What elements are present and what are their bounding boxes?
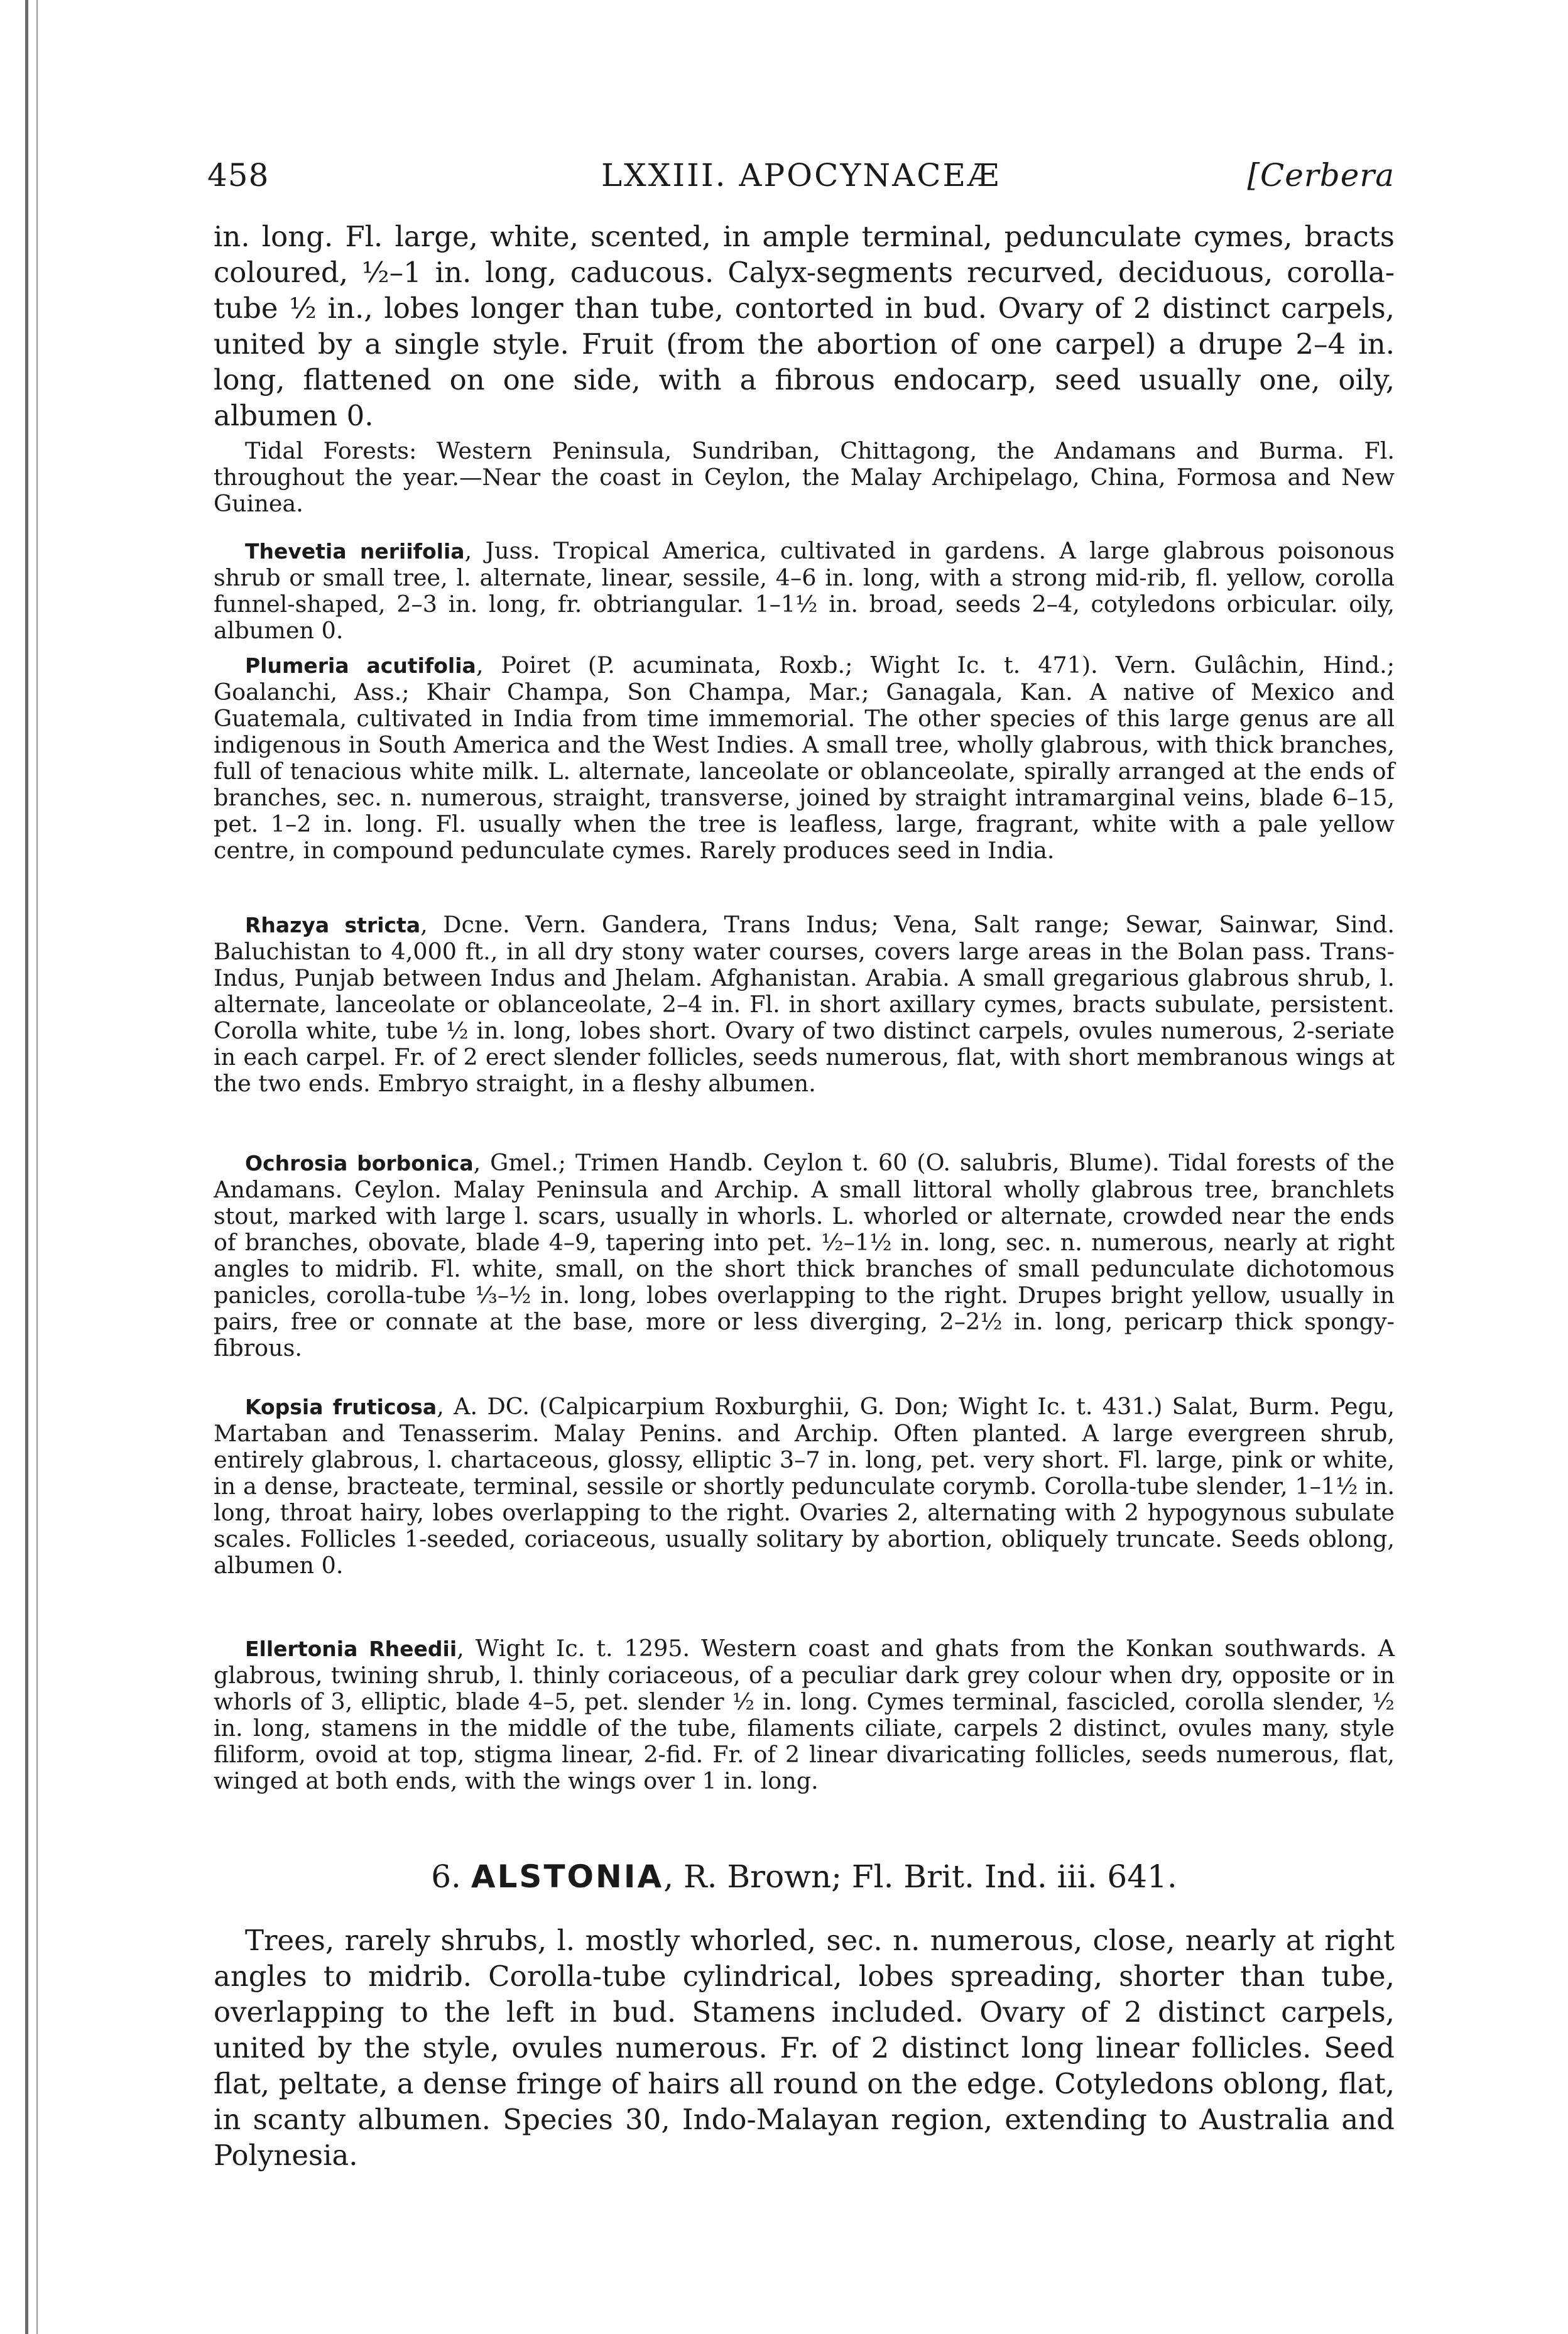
genus-citation: , R. Brown; Fl. Brit. Ind. iii. 641. — [663, 1858, 1177, 1895]
species-text: , A. DC. (Calpicarpium Roxburghii, G. Don; Wight Ic. t. 431.) Salat, Burm. Pegu, Martaban and Tenasserim. Malay Penins. and Archip. Often planted. A large evergreen shrub, entirely glabrous, l. chartaceous, glossy, elliptic 3–7 in. long, pet. very short. Fl. large, pink or white, in a dense, bracteate, terminal, sessile or shortly pedunculate corymb. Corolla-tube slender, 1–1½ in. long, throat hairy, lobes overlapping to the right. Ovaries 2, alternating with 2 hypogynous subulate scales. Follicles 1-seeded, coriaceous, usually solitary by abortion, obliquely truncate. Seeds oblong, albumen 0. — [214, 1393, 1395, 1579]
species-name: Rhazya stricta — [245, 913, 421, 937]
genus-heading — [214, 1858, 1395, 1895]
chapter-title: LXXIII. APOCYNACEÆ — [601, 157, 1001, 194]
distribution-note: Tidal Forests: Western Peninsula, Sundriban, Chittagong, the Andamans and Burma. Fl. throughout the year.—Near the coast in Ceylon, the Malay Archipelago, China, Formosa and New Guinea. — [214, 437, 1395, 517]
binding-edge — [25, 0, 28, 2334]
species-entry — [214, 1393, 1395, 1579]
species-name: Kopsia fruticosa — [245, 1395, 437, 1419]
genus-number: 6. — [431, 1858, 461, 1895]
species-entry — [214, 912, 1395, 1097]
species-entry — [214, 652, 1395, 864]
species-name: Thevetia neriifolia — [245, 539, 465, 564]
species-entry — [214, 538, 1395, 644]
species-text: , Juss. Tropical America, cultivated in gardens. A large glabrous poisonous shrub or small tree, l. alternate, linear, sessile, 4–6 in. long, with a strong mid-rib, fl. yellow, corolla funnel-shaped, 2–3 in. long, fr. obtriangular. 1–1½ in. broad, seeds 2–4, cotyledons orbicular. oily, albumen 0. — [214, 537, 1395, 644]
species-text: , Wight Ic. t. 1295. Western coast and ghats from the Konkan southwards. A glabrous, twining shrub, l. thinly coriaceous, of a peculiar dark grey colour when dry, opposite or in whorls of 3, elliptic, blade 4–5, pet. slender ½ in. long. Cymes terminal, fascicled, corolla slender, ½ in. long, stamens in the middle of the tube, filaments ciliate, carpels 2 distinct, ovules many, style filiform, ovoid at top, stigma linear, 2-fid. Fr. of 2 linear divaricating follicles, seeds numerous, flat, winged at both ends, with the wings over 1 in. long. — [214, 1635, 1395, 1794]
running-genus: [Cerbera — [1247, 157, 1395, 194]
genus-name: ALSTONIA — [471, 1858, 664, 1895]
species-entry — [214, 1150, 1395, 1361]
running-header — [207, 157, 1395, 207]
species-entry — [214, 1635, 1395, 1794]
species-name: Plumeria acutifolia — [245, 653, 476, 678]
species-text: , Poiret (P. acuminata, Roxb.; Wight Ic. t. 471). Vern. Gulâchin, Hind.; Goalanchi, Ass.; Khair Champa, Son Champa, Mar.; Ganagala, Kan. A native of Mexico and Guatemala, cultivated in India from time immemorial. The other species of this large genus are all indigenous in South America and the West Indies. A small tree, wholly glabrous, with thick branches, full of tenacious white milk. L. alternate, lanceolate or oblanceolate, spirally arranged at the ends of branches, sec. n. numerous, straight, transverse, joined by straight intramarginal veins, blade 6–15, pet. 1–2 in. long. Fl. usually when the tree is leafless, large, fragrant, white with a pale yellow centre, in compound pedunculate cymes. Rarely produces seed in India. — [214, 652, 1395, 864]
species-name: Ellertonia Rheedii — [245, 1637, 457, 1661]
genus-description: Trees, rarely shrubs, l. mostly whorled, sec. n. numerous, close, nearly at right angles to midrib. Corolla-tube cylindrical, lobes spreading, shorter than tube, overlapping to the left in bud. Stamens included. Ovary of 2 distinct carpels, united by the style, ovules numerous. Fr. of 2 distinct long linear follicles. Seed flat, peltate, a dense fringe of hairs all round on the edge. Cotyledons oblong, flat, in scanty albumen. Species 30, Indo-Malayan region, extending to Australia and Polynesia. — [214, 1924, 1395, 2172]
intro-paragraph: in. long. Fl. large, white, scented, in ample terminal, pedunculate cymes, bracts coloured, ½–1 in. long, caducous. Calyx-segments recurved, deciduous, corolla-tube ½ in., lobes longer than tube, contorted in bud. Ovary of 2 distinct carpels, united by a single style. Fruit (from the abortion of one carpel) a drupe 2–4 in. long, flattened on one side, with a fibrous endocarp, seed usually one, oily, albumen 0. — [214, 220, 1395, 432]
binding-edge-inner — [36, 0, 38, 2334]
page-number: 458 — [207, 157, 270, 194]
species-text: , Dcne. Vern. Gandera, Trans Indus; Vena, Salt range; Sewar, Sainwar, Sind. Baluchistan to 4,000 ft., in all dry stony water courses, covers large areas in the Bolan pass. Trans-Indus, Punjab between Indus and Jhelam. Afghanistan. Arabia. A small gregarious glabrous shrub, l. alternate, lanceolate or oblanceolate, 2–4 in. Fl. in short axillary cymes, bracts subulate, persistent. Corolla white, tube ½ in. long, lobes short. Ovary of two distinct carpels, ovules numerous, 2-seriate in each carpel. Fr. of 2 erect slender follicles, seeds numerous, flat, with short membranous wings at the two ends. Embryo straight, in a fleshy albumen. — [214, 911, 1395, 1097]
species-name: Ochrosia borbonica — [245, 1151, 474, 1175]
species-text: , Gmel.; Trimen Handb. Ceylon t. 60 (O. salubris, Blume). Tidal forests of the Andamans. Ceylon. Malay Peninsula and Archip. A small littoral wholly glabrous tree, branchlets stout, marked with large l. scars, usually in whorls. L. whorled or alternate, crowded near the ends of branches, obovate, blade 4–9, tapering into pet. ½–1½ in. long, sec. n. numerous, nearly at right angles to midrib. Fl. white, small, on the short thick branches of small pedunculate dichotomous panicles, corolla-tube ⅓–½ in. long, lobes overlapping to the right. Drupes bright yellow, usually in pairs, free or connate at the base, more or less diverging, 2–2½ in. long, pericarp thick spongy-fibrous. — [214, 1149, 1395, 1361]
